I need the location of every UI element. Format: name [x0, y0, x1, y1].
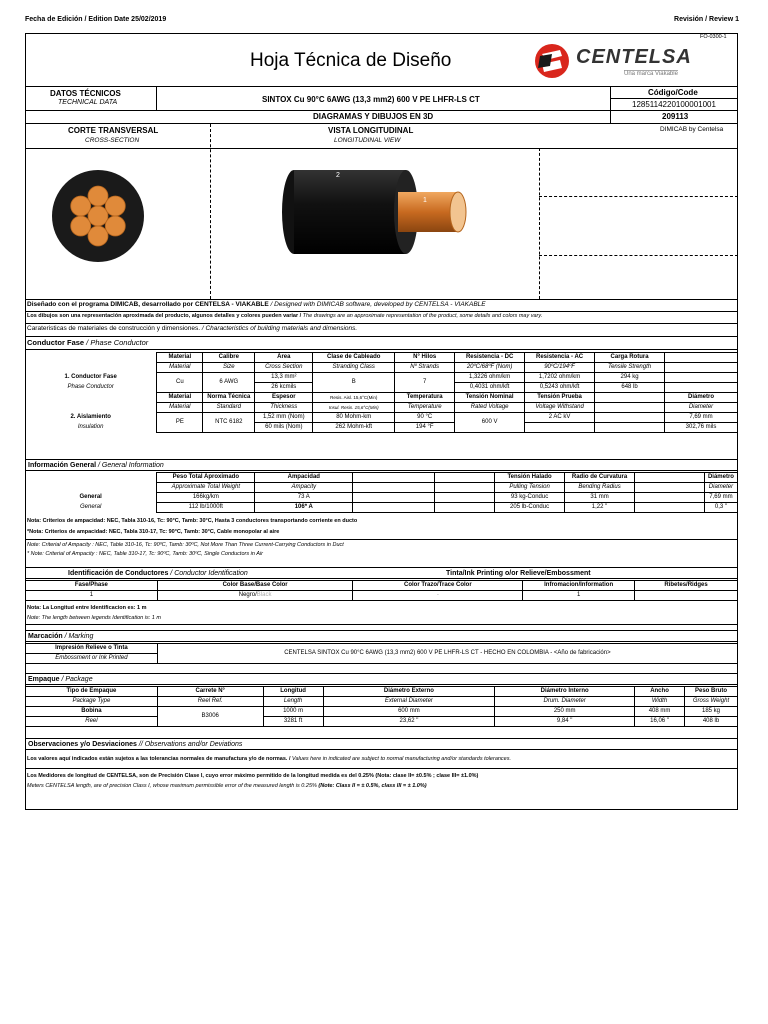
conductor-h2en-1: Standard: [203, 403, 255, 413]
table-cell: [25, 393, 157, 403]
table-cell: [435, 503, 495, 513]
obs-line-1: [27, 756, 511, 762]
package-h-1: Carrete N°: [157, 687, 263, 697]
conductor-i_material: PE: [157, 413, 203, 433]
package-table: [25, 686, 738, 727]
obs-section-title: [25, 738, 738, 750]
table-cell: [635, 483, 705, 493]
conductor-h1-6: Resistencia - AC: [525, 353, 595, 363]
conductor-h1-3: Clase de Cableado: [313, 353, 395, 363]
general-w1: 166kg/km: [157, 493, 255, 503]
datos-tecnicos: DATOS TÉCNICOS: [50, 89, 121, 98]
general-label: General: [79, 494, 102, 500]
text: [25, 539, 738, 540]
longitudinal-title: VISTA LONGITUDINAL: [328, 126, 414, 135]
package-hen-4: Drum. Diameter: [495, 697, 635, 707]
centelsa-logo: [532, 42, 712, 82]
package-g1: 185 kg: [685, 707, 738, 717]
table-cell: [665, 383, 738, 393]
obs-title: Observaciones y/o Desviaciones: [28, 741, 137, 748]
ident-v_trazo: -: [353, 591, 523, 601]
conductor-table: [25, 352, 738, 433]
conductor-h2en-5: Voltage Withstand: [525, 403, 595, 413]
conductor-h1en-3: Stranding Class: [313, 363, 395, 373]
marking-title: Marcación: [28, 633, 63, 640]
label-conductor: 1: [423, 197, 427, 204]
table-cell: [157, 591, 353, 601]
general-table: [25, 472, 738, 513]
package-hen-5: Width: [635, 697, 685, 707]
conductor-h2-7: Diámetro: [665, 393, 738, 403]
table-cell: [25, 363, 157, 373]
ident-color: Color Base/Base Color: [157, 581, 353, 591]
conductor-i_esp1: 1,52 mm (Nom): [255, 413, 313, 423]
conductor-title: Conductor Fase: [27, 338, 85, 347]
conductor-h2-0: Material: [157, 393, 203, 403]
package-h-5: Ancho: [635, 687, 685, 697]
conductor-i_res2: 262 Mohm-kft: [313, 423, 395, 433]
conductor-i_d2: 302,76 mils: [665, 423, 738, 433]
label-jacket: 2: [336, 172, 340, 179]
ident-title2: Tinta/Ink Printing o/or Relieve/Embossment: [446, 570, 591, 577]
package-hen-0: Package Type: [26, 697, 158, 707]
ampacity-note-4: * Note: Criterial of Ampacity : NEC, Table 310-17, Tc: 90ºC, Tamb: 30ºC, Single Conductors in Air: [27, 551, 263, 557]
ident-ribetes: Ribetes/Ridges: [635, 581, 738, 591]
conductor-h1-5: Resistencia - DC: [455, 353, 525, 363]
notes-drawings: Los dibujos son una representación aproximada del producto, algunos detalles y colores pueden variar /: [27, 313, 302, 319]
general-section-title: [25, 459, 738, 471]
general-hen-4: Diameter: [704, 483, 737, 493]
text: [610, 98, 738, 99]
text: [539, 148, 540, 299]
table-cell: [665, 363, 738, 373]
text: [25, 624, 738, 625]
package-de1: 600 mm: [323, 707, 495, 717]
brand-name: CENTELSA: [576, 46, 692, 68]
conductor-h2-2: Espesor: [255, 393, 313, 403]
general-r2: 1,22 ": [565, 503, 635, 513]
conductor-v_hilos: 7: [395, 373, 455, 393]
ident-note-1: Nota: La Longitud entre Identificacion es: 1 m: [27, 605, 147, 611]
technical-data: TECHNICAL DATA: [58, 99, 118, 106]
general-r1: 31 mm: [565, 493, 635, 503]
conductor-v_ac2: 0,5243 ohm/kft: [525, 383, 595, 393]
ident-note-2: Note: The length between legends Identification is: 1 m: [27, 615, 161, 621]
conductor-h2en-0: Material: [157, 403, 203, 413]
designed-note: [27, 301, 486, 308]
marking-section-title: [25, 630, 738, 642]
conductor-v_carga1: 294 kg: [595, 373, 665, 383]
conductor-h2en-2: Thickness: [255, 403, 313, 413]
package-l1: 1000 m: [263, 707, 323, 717]
table-cell: [353, 473, 435, 483]
table-cell: [635, 493, 705, 503]
conductor-h2-5: Tensión Nominal: [455, 393, 525, 403]
general-p2: 205 lb-Conduc: [495, 503, 565, 513]
ident-v_info: 1: [523, 591, 635, 601]
th-material: Material: [157, 353, 203, 363]
conductor-h1en-5: 20ºC/68ºF (Nom): [455, 363, 525, 373]
conductor-v_area1: 13,3 mm²: [255, 373, 313, 383]
ident-v_color: Negro/: [238, 592, 257, 598]
ident-fase: Fase/Phase: [26, 581, 158, 591]
ident-v_color_en: Black: [256, 592, 272, 598]
ident-title: Identificación de Conductores: [68, 570, 169, 577]
conductor-v_carga2: 648 lb: [595, 383, 665, 393]
table-cell: [25, 473, 157, 483]
conductor-h1en-0: Material: [157, 363, 203, 373]
package-h-4: Diámetro Interno: [495, 687, 635, 697]
conductor-h2en-3: Temperature: [395, 403, 455, 413]
general-label_en: General: [80, 504, 102, 510]
text: [210, 124, 211, 299]
marking-text: CENTELSA SINTOX Cu 90°C 6AWG (13,3 mm2) 600 V PE LHFR-LS CT - HECHO EN COLOMBIA - <Año de fabricación>: [157, 644, 737, 664]
conductor-h1-4: N° Hilos: [395, 353, 455, 363]
conductor-h1en-2: Cross Section: [255, 363, 313, 373]
notes-drawings_en: The drawings are an approximate representation of the product, some details and colors may vary.: [301, 313, 543, 319]
conductor-v_dc1: 1,3226 ohm/km: [455, 373, 525, 383]
conductor-h2en-4: Rated Voltage: [455, 403, 525, 413]
conductor-title_en: / Phase Conductor: [84, 338, 149, 347]
general-h-2: Tensión Halado: [495, 473, 565, 483]
marking-label_en: Embossment or Ink Printed: [26, 654, 158, 664]
insulation-row-label: 2. Aislamiento: [70, 414, 111, 420]
dimicab-label: DIMICAB by Centelsa: [660, 126, 724, 133]
table-cell: [353, 503, 435, 513]
package-section-title: [25, 673, 738, 685]
text: [25, 311, 738, 312]
text: [25, 768, 738, 769]
obs-l1: Los valores aquí indicados están sujetos a las tolerancias normales de manufactura y/o de normas. /: [27, 756, 291, 762]
edition-date: Fecha de Edición / Edition Date 25/02/2019: [25, 16, 167, 23]
page-title: Hoja Técnica de Diseño: [250, 50, 452, 71]
conductor-i_d1: 7,69 mm: [665, 413, 738, 423]
general-title_en: / General Information: [96, 462, 164, 469]
characteristics-note: [27, 325, 357, 332]
marking-label: Impresión Relieve o Tinta: [26, 644, 158, 654]
conductor-h1en-7: Tensile Strength: [595, 363, 665, 373]
conductor-i_vp: 2 AC kV: [525, 413, 595, 423]
conductor-row_label_en: Phase Conductor: [67, 384, 114, 390]
conductor-h1-7: Carga Rotura: [595, 353, 665, 363]
text: [25, 86, 738, 87]
text: [25, 110, 738, 111]
table-cell: [635, 503, 705, 513]
general-p1: 93 kg-Conduc: [495, 493, 565, 503]
text: [156, 86, 157, 110]
text: [539, 196, 738, 197]
text: [25, 349, 738, 350]
package-di1: 250 mm: [495, 707, 635, 717]
obs-line-2: Los Medidores de longitud de CENTELSA, son de Precisión Clase I, cuyo error máximo permitido de la longitud medida es del 0.25% (Nota: clase II= ±0.5% ; clase III= ±1.0%): [27, 773, 479, 779]
ampacity-note-1: Nota: Criterios de ampacidad: NEC, Tabla 310-16, Tc: 90°C, Tamb: 30°C, Hasta 3 conductores transportando corriente en ducto: [27, 518, 358, 524]
cross-section-title: CORTE TRANSVERSAL: [68, 126, 159, 135]
table-cell: [525, 423, 595, 433]
table-cell: [595, 403, 665, 413]
package-l2: 3281 ft: [263, 717, 323, 727]
text: [25, 123, 738, 124]
ident-v_fase: 1: [26, 591, 158, 601]
table-cell: [635, 591, 738, 601]
general-title: Información General: [28, 462, 97, 469]
conductor-v_area2: 26 kcmils: [255, 383, 313, 393]
obs-l3b: (Note: Class II = ± 0.5%, class III = ± 1.0%): [316, 783, 427, 789]
package-di2: 9,84 ": [495, 717, 635, 727]
general-a1: 73 A: [255, 493, 353, 503]
package-de2: 23,62 ": [323, 717, 495, 727]
marking-title_en: / Marking: [62, 633, 94, 640]
product-name: SINTOX Cu 90°C 6AWG (13,3 mm2) 600 V PE LHFR-LS CT: [262, 95, 480, 104]
conductor-h2-3: Resis. Aisl. 15,6°C(Min): [313, 393, 395, 403]
table-cell: [665, 353, 738, 363]
conductor-h1en-1: Size: [203, 363, 255, 373]
conductor-h2-1: Norma Técnica: [203, 393, 255, 403]
general-hen-2: Pulling Tension: [495, 483, 565, 493]
general-h-0: Peso Total Aproximado: [157, 473, 255, 483]
text: [25, 336, 738, 337]
table-cell: [595, 413, 665, 423]
drawings-note: [27, 313, 542, 319]
conductor-row-label: 1. Conductor Fase: [64, 374, 117, 380]
general-hen-3: Bending Radius: [565, 483, 635, 493]
package-w1: 408 mm: [635, 707, 685, 717]
package-hen-6: Gross Weight: [685, 697, 738, 707]
table-cell: [665, 373, 738, 383]
conductor-h1-2: Área: [255, 353, 313, 363]
form-code: FO-0300-1: [700, 34, 727, 40]
text: [539, 255, 738, 256]
general-w2: 112 lb/1000ft: [157, 503, 255, 513]
conductor-i_t2: 194 °F: [395, 423, 455, 433]
general-h-3: Radio de Curvatura: [565, 473, 635, 483]
ident-info: Infromacion/Information: [523, 581, 635, 591]
general-h-4: Diámetro: [704, 473, 737, 483]
general-hen-1: Ampacity: [255, 483, 353, 493]
conductor-h1-1: Calibre: [203, 353, 255, 363]
longitudinal-subtitle: LONGITUDINAL VIEW: [334, 137, 401, 144]
package-g2: 408 lb: [685, 717, 738, 727]
table-cell: [595, 393, 665, 403]
code-value-2: 209113: [662, 112, 689, 121]
ident-trazo: Color Trazo/Trace Color: [353, 581, 523, 591]
obs-title_en: // Observations and/or Deviations: [136, 741, 243, 748]
package-type1: Bobina: [26, 707, 158, 717]
notes-designed_en: / Designed with DIMICAB software, developed by CENTELSA - VIAKABLE: [268, 301, 486, 308]
conductor-v_dc2: 0,4031 ohm/kft: [455, 383, 525, 393]
notes-characteristics: Carateristicas de materiales de construcción y dimensiones.: [27, 325, 201, 332]
table-cell: [25, 403, 157, 413]
obs-line-3: [27, 783, 427, 789]
package-type2: Reel: [26, 717, 158, 727]
conductor-i_res1: 80 Mohm-km: [313, 413, 395, 423]
ampacity-note-3: Note: Criterial of Ampacity : NEC, Table 310-16, Tc: 90ºC, Tamb: 30ºC, Not More Than Three Current-Carrying Conductors in Duct: [27, 542, 344, 548]
cross-section-drawing: [50, 168, 146, 264]
brand-slogan: Una marca Viakable: [624, 71, 678, 77]
conductor-v_material: Cu: [157, 373, 203, 393]
package-h-6: Peso Bruto: [685, 687, 738, 697]
package-title_en: / Package: [59, 676, 93, 683]
code-label: Código/Code: [648, 88, 698, 97]
conductor-v_calibre: 6 AWG: [203, 373, 255, 393]
table-cell: [25, 353, 157, 363]
package-title: Empaque: [28, 676, 60, 683]
table-cell: [435, 493, 495, 503]
package-w2: 16,06 ": [635, 717, 685, 727]
table-cell: [435, 483, 495, 493]
table-cell: [353, 483, 435, 493]
table-cell: [595, 423, 665, 433]
revision: Revisión / Review 1: [674, 16, 739, 23]
general-hen-0: Approximate Total Weight: [157, 483, 255, 493]
marking-table: [25, 643, 738, 664]
conductor-h2-4: Temperatura: [395, 393, 455, 403]
obs-l3: Meters CENTELSA length, are of precision Class I, whose maximum permissible error of the measured length is 0.25%: [27, 783, 317, 789]
package-reel: B3006: [157, 707, 263, 727]
conductor-h2b-0: Insul. Resis. 15,6°C(Min): [313, 403, 395, 413]
table-cell: [635, 473, 705, 483]
ampacity-note-2: *Nota: Criterios de ampacidad: NEC, Tabla 310-17, Tc: 90°C, Tamb: 30°C, Cable monopolar al aire: [27, 529, 280, 535]
diagrams-title: DIAGRAMAS Y DIBUJOS EN 3D: [313, 112, 434, 121]
table-cell: [25, 483, 157, 493]
conductor-i_vn: 600 V: [455, 413, 525, 433]
conductor-h2-6: Tensión Prueba: [525, 393, 595, 403]
text: [25, 323, 738, 324]
conductor-h1en-6: 90ºC/194ºF: [525, 363, 595, 373]
conductor-v_clase: B: [313, 373, 395, 393]
general-a2: 106* A: [255, 503, 353, 513]
table-cell: [353, 493, 435, 503]
package-h-0: Tipo de Empaque: [26, 687, 158, 697]
text: [610, 86, 611, 124]
longitudinal-drawing: [280, 168, 470, 258]
conductor-h2en-6: Diameter: [665, 403, 738, 413]
notes-characteristics_en: / Characteristics of building materials and dimensions.: [200, 325, 358, 332]
package-hen-3: External Diameter: [323, 697, 495, 707]
conductor-i_t1: 90 °C: [395, 413, 455, 423]
conductor-h1en-4: Nº Strands: [395, 363, 455, 373]
ident-section-title: [25, 567, 738, 579]
general-d1: 7,69 mm: [704, 493, 737, 503]
code-value-1: 1285114220100001001: [632, 100, 716, 109]
conductor-i_esp2: 60 mils (Nom): [255, 423, 313, 433]
table-cell: [435, 473, 495, 483]
ident-title_en: / Conductor Identification: [168, 570, 248, 577]
obs-l1en: Values here in indicated are subject to normal manufacturing and/or standards tolerances.: [290, 756, 512, 762]
package-hen-1: Reel Ref.: [157, 697, 263, 707]
general-h-1: Ampacidad: [255, 473, 353, 483]
general-d2: 0,3 ": [704, 503, 737, 513]
conductor-ins_label_en: Insulation: [77, 424, 104, 430]
notes-designed: Diseñado con el programa DIMICAB, desarrollado por CENTELSA - VIAKABLE: [27, 301, 269, 308]
package-hen-2: Length: [263, 697, 323, 707]
ident-table: [25, 580, 738, 601]
text: [25, 299, 738, 300]
conductor-section-title: [27, 338, 148, 347]
package-h-3: Diámetro Externo: [323, 687, 495, 697]
cross-section-subtitle: CROSS-SECTION: [85, 137, 140, 144]
conductor-v_ac1: 1,7202 ohm/km: [525, 373, 595, 383]
conductor-i_norma: NTC 6182: [203, 413, 255, 433]
text: [25, 148, 738, 149]
package-h-2: Longitud: [263, 687, 323, 697]
